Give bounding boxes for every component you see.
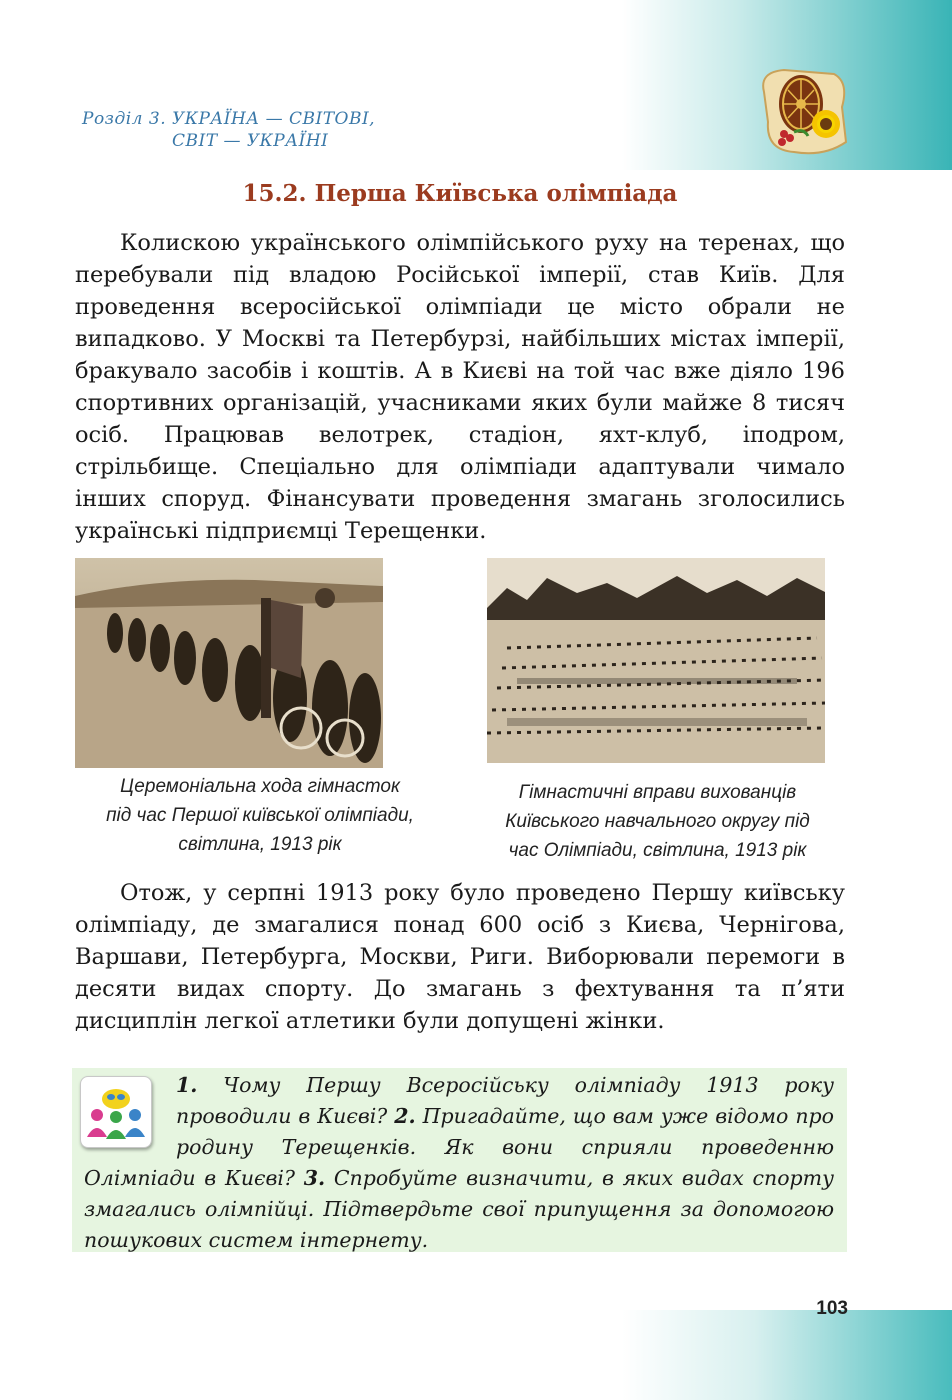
chapter-heading	[82, 108, 422, 152]
photo-caption-1	[70, 772, 450, 859]
caption-1-line-3: світлина, 1913 рік	[178, 834, 342, 855]
photo-gymnastic-exercises	[487, 558, 825, 763]
questions-box	[72, 1068, 847, 1252]
photo-gymnasts-procession	[75, 558, 383, 768]
question-1-number: 1.	[176, 1073, 198, 1097]
caption-2-line-3: час Олімпіади, світлина, 1913 рік	[508, 840, 807, 861]
chapter-line-1: Розділ 3. УКРАЇНА — СВІТОВІ,	[82, 109, 376, 129]
page-number: 103	[816, 1298, 848, 1319]
photo-caption-2	[470, 778, 845, 865]
footer-corner-gradient	[622, 1310, 952, 1400]
questions-text	[84, 1070, 834, 1256]
caption-1-line-1: Церемоніальна хода гімнасток	[120, 776, 400, 797]
paragraph-2: Отож, у серпні 1913 року було проведено Першу київську олімпіаду, де змагалися понад 600 осіб з Києва, Чернігова, Варшави, Петербурга, Москви, Риги. Виборювали перемоги в десяти видах спорту. До змагань з фехтування та п’яти дисциплін легкої атлетики були допущені жінки.	[75, 880, 845, 1034]
question-3-text: Спробуйте визначити, в яких видах спорту змагались олімпійці. Підтвердьте свої припущення за допомогою пошукових систем інтернету.	[84, 1166, 834, 1252]
paragraph-1: Колискою українського олімпійського руху на теренах, що перебували під владою Російської імперії, став Київ. Для проведення всеросійської олімпіади це місто обрали не випадково. У Москві та Петербурзі, найбільших містах імперії, бракувало засобів і коштів. А в Києві на той час вже діяло 196 спортивних організацій, учасниками яких були майже 8 тисяч осіб. Працював велотрек, стадіон, яхт-клуб, іподром, стрільбище. Спеціально для олімпіади адаптували чимало інших споруд. Фінансувати проведення змагань зголосились українські підприємці Терещенки.	[75, 230, 845, 544]
chapter-line-2: СВІТ — УКРАЇНІ	[172, 131, 329, 151]
caption-1-line-2: під час Першої київської олімпіади,	[106, 805, 414, 826]
question-2-number: 2.	[394, 1104, 416, 1128]
caption-2-line-1: Гімнастичні вправи вихованців	[518, 782, 797, 803]
question-1-text: Чому Першу Всеросійську олімпіаду 1913 року проводили в Києві?	[176, 1073, 834, 1128]
caption-2-line-2: Київського навчального округу під	[505, 811, 810, 832]
question-2-text: Пригадайте, що вам уже відомо про родину Терещенків. Як вони сприяли проведенню Олімпіади в Києві?	[84, 1104, 834, 1190]
pysanka-sunflower-emblem-icon	[754, 62, 854, 162]
section-title: 15.2. Перша Київська олімпіада	[242, 180, 678, 207]
question-3-number: 3.	[303, 1166, 326, 1190]
